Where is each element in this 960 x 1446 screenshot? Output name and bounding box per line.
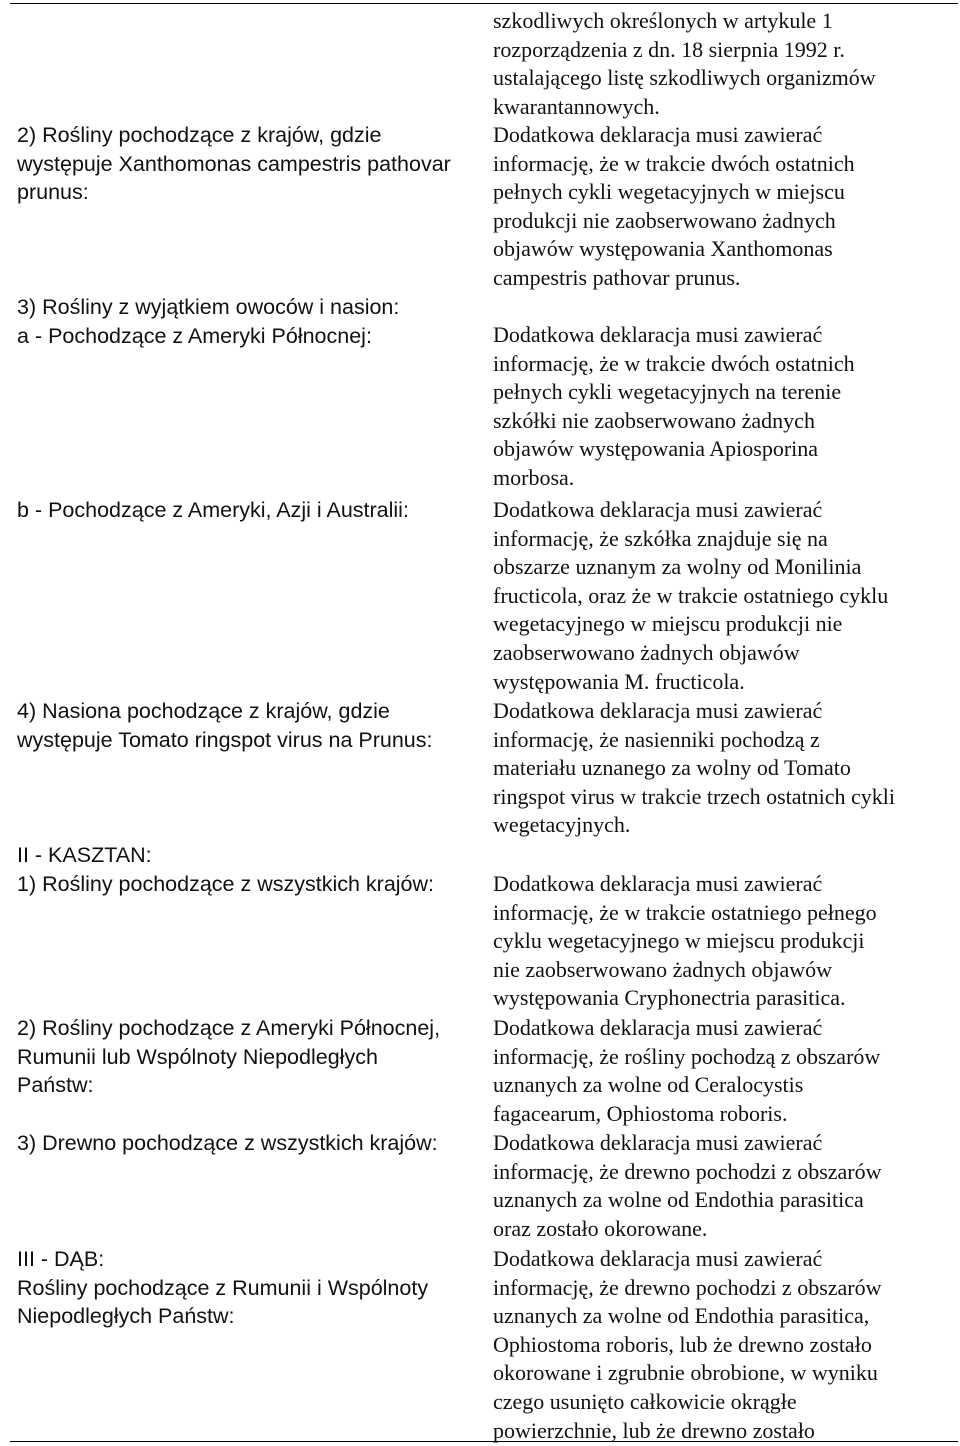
text-line: 3) Rośliny z wyjątkiem owoców i nasion:	[17, 295, 400, 319]
requirement-text	[493, 1245, 955, 1445]
text-line: Dodatkowa deklaracja musi zawierać	[493, 871, 823, 896]
text-line: występuje Tomato ringspot virus na Prunus:	[17, 727, 433, 752]
text-line: uznanych za wolne od Endothia parasitica,	[493, 1303, 870, 1329]
text-line: II - KASZTAN:	[17, 843, 152, 867]
text-line: uznanych za wolne od Ceralocystis	[493, 1072, 804, 1098]
text-line: szkółki nie zaobserwowano żadnych	[493, 407, 815, 433]
text-line: 2) Rośliny pochodzące z krajów, gdzie	[17, 123, 382, 147]
text-line: 4) Nasiona pochodzące z krajów, gdzie	[17, 699, 390, 723]
requirement-text	[493, 697, 955, 840]
requirement-text	[493, 1129, 955, 1243]
text-line: Rośliny pochodzące z Rumunii i Wspólnoty	[17, 1275, 429, 1300]
text-line: wegetacyjnego w miejscu produkcji nie	[493, 611, 843, 637]
text-line: informację, że w trakcie dwóch ostatnich	[493, 350, 855, 376]
text-line: obszarze uznanym za wolny od Monilinia	[493, 554, 862, 580]
text-line: III - DĄB:	[17, 1247, 105, 1271]
text-line: 2) Rośliny pochodzące z Ameryki Północnej,	[17, 1016, 441, 1040]
text-line: materiału uznanego za wolny od Tomato	[493, 755, 851, 781]
plant-category-text	[17, 496, 482, 525]
text-line: Rumunii lub Wspólnoty Niepodległych	[17, 1044, 378, 1069]
text-line: campestris pathovar prunus.	[493, 264, 741, 290]
text-line: prunus:	[17, 180, 89, 205]
text-line: Niepodległych Państw:	[17, 1304, 235, 1329]
text-line: zaobserwowano żadnych objawów	[493, 639, 800, 665]
text-line: Dodatkowa deklaracja musi zawierać	[493, 322, 823, 347]
text-line: Dodatkowa deklaracja musi zawierać	[493, 698, 823, 723]
text-line: Dodatkowa deklaracja musi zawierać	[493, 122, 823, 147]
text-line: rozporządzenia z dn. 18 sierpnia 1992 r.	[493, 36, 845, 62]
plant-category-text	[17, 870, 482, 899]
text-line: ustalającego listę szkodliwych organizmów	[493, 65, 876, 91]
plant-category-text	[17, 697, 482, 754]
text-line: pełnych cykli wegetacyjnych na terenie	[493, 379, 842, 405]
requirement-text	[493, 870, 955, 1013]
text-line: czego usunięto całkowicie okrągłe	[493, 1388, 797, 1414]
text-line: okorowane i zgrubnie obrobione, w wyniku	[493, 1360, 878, 1386]
text-line: ringspot virus w trakcie trzech ostatnich cykli	[493, 783, 895, 809]
requirement-text	[493, 7, 955, 121]
text-line: Dodatkowa deklaracja musi zawierać	[493, 1130, 823, 1155]
text-line: występowania Cryphonectria parasitica.	[493, 985, 846, 1011]
text-line: Dodatkowa deklaracja musi zawierać	[493, 497, 823, 522]
plant-category-text	[17, 121, 482, 207]
text-line: występuje Xanthomonas campestris pathovar	[17, 151, 451, 176]
text-line: Ophiostoma roboris, lub że drewno zostało	[493, 1331, 872, 1357]
text-line: fagacearum, Ophiostoma roboris.	[493, 1100, 788, 1126]
text-line: występowania M. fructicola.	[493, 668, 745, 694]
text-line: objawów występowania Apiosporina	[493, 436, 819, 462]
text-line: kwarantannowych.	[493, 93, 660, 119]
plant-category-text	[17, 1014, 482, 1100]
text-line: informację, że rośliny pochodzą z obszarów	[493, 1043, 881, 1069]
top-rule	[10, 3, 958, 4]
text-line: informację, że szkółka znajduje się na	[493, 525, 828, 551]
text-line: informację, że nasienniki pochodzą z	[493, 726, 820, 752]
text-line: objawów występowania Xanthomonas	[493, 236, 833, 262]
text-line: 1) Rośliny pochodzące z wszystkich krajów:	[17, 872, 435, 896]
text-line: produkcji nie zaobserwowano żadnych	[493, 207, 836, 233]
text-line: a - Pochodzące z Ameryki Północnej:	[17, 323, 372, 348]
bottom-rule	[10, 1441, 958, 1442]
text-line: Dodatkowa deklaracja musi zawierać	[493, 1015, 823, 1040]
text-line: informację, że drewno pochodzi z obszarów	[493, 1158, 882, 1184]
text-line: b - Pochodzące z Ameryki, Azji i Australii:	[17, 498, 409, 522]
text-line: pełnych cykli wegetacyjnych w miejscu	[493, 179, 845, 205]
requirement-text	[493, 321, 955, 493]
text-line: 3) Drewno pochodzące z wszystkich krajów:	[17, 1131, 438, 1155]
text-line: wegetacyjnych.	[493, 812, 631, 838]
text-line: fructicola, oraz że w trakcie ostatniego cyklu	[493, 582, 889, 608]
plant-category-text	[17, 293, 482, 350]
text-line: informację, że w trakcie dwóch ostatnich	[493, 150, 855, 176]
text-line: informację, że w trakcie ostatniego pełnego	[493, 899, 877, 925]
text-line: powierzchnie, lub że drewno zostało	[493, 1417, 815, 1443]
text-line: cyklu wegetacyjnego w miejscu produkcji	[493, 928, 865, 954]
text-line: Państw:	[17, 1073, 94, 1098]
requirement-text	[493, 1014, 955, 1128]
text-line: informację, że drewno pochodzi z obszarów	[493, 1274, 882, 1300]
requirement-text	[493, 121, 955, 293]
plant-category-text	[17, 1245, 482, 1331]
section-heading	[17, 841, 482, 870]
text-line: nie zaobserwowano żadnych objawów	[493, 956, 833, 982]
requirement-text	[493, 496, 955, 696]
text-line: uznanych za wolne od Endothia parasitica	[493, 1187, 864, 1213]
text-line: morbosa.	[493, 464, 575, 490]
text-line: oraz zostało okorowane.	[493, 1215, 708, 1241]
text-line: Dodatkowa deklaracja musi zawierać	[493, 1246, 823, 1271]
text-line: szkodliwych określonych w artykule 1	[493, 8, 833, 33]
plant-category-text	[17, 1129, 482, 1158]
